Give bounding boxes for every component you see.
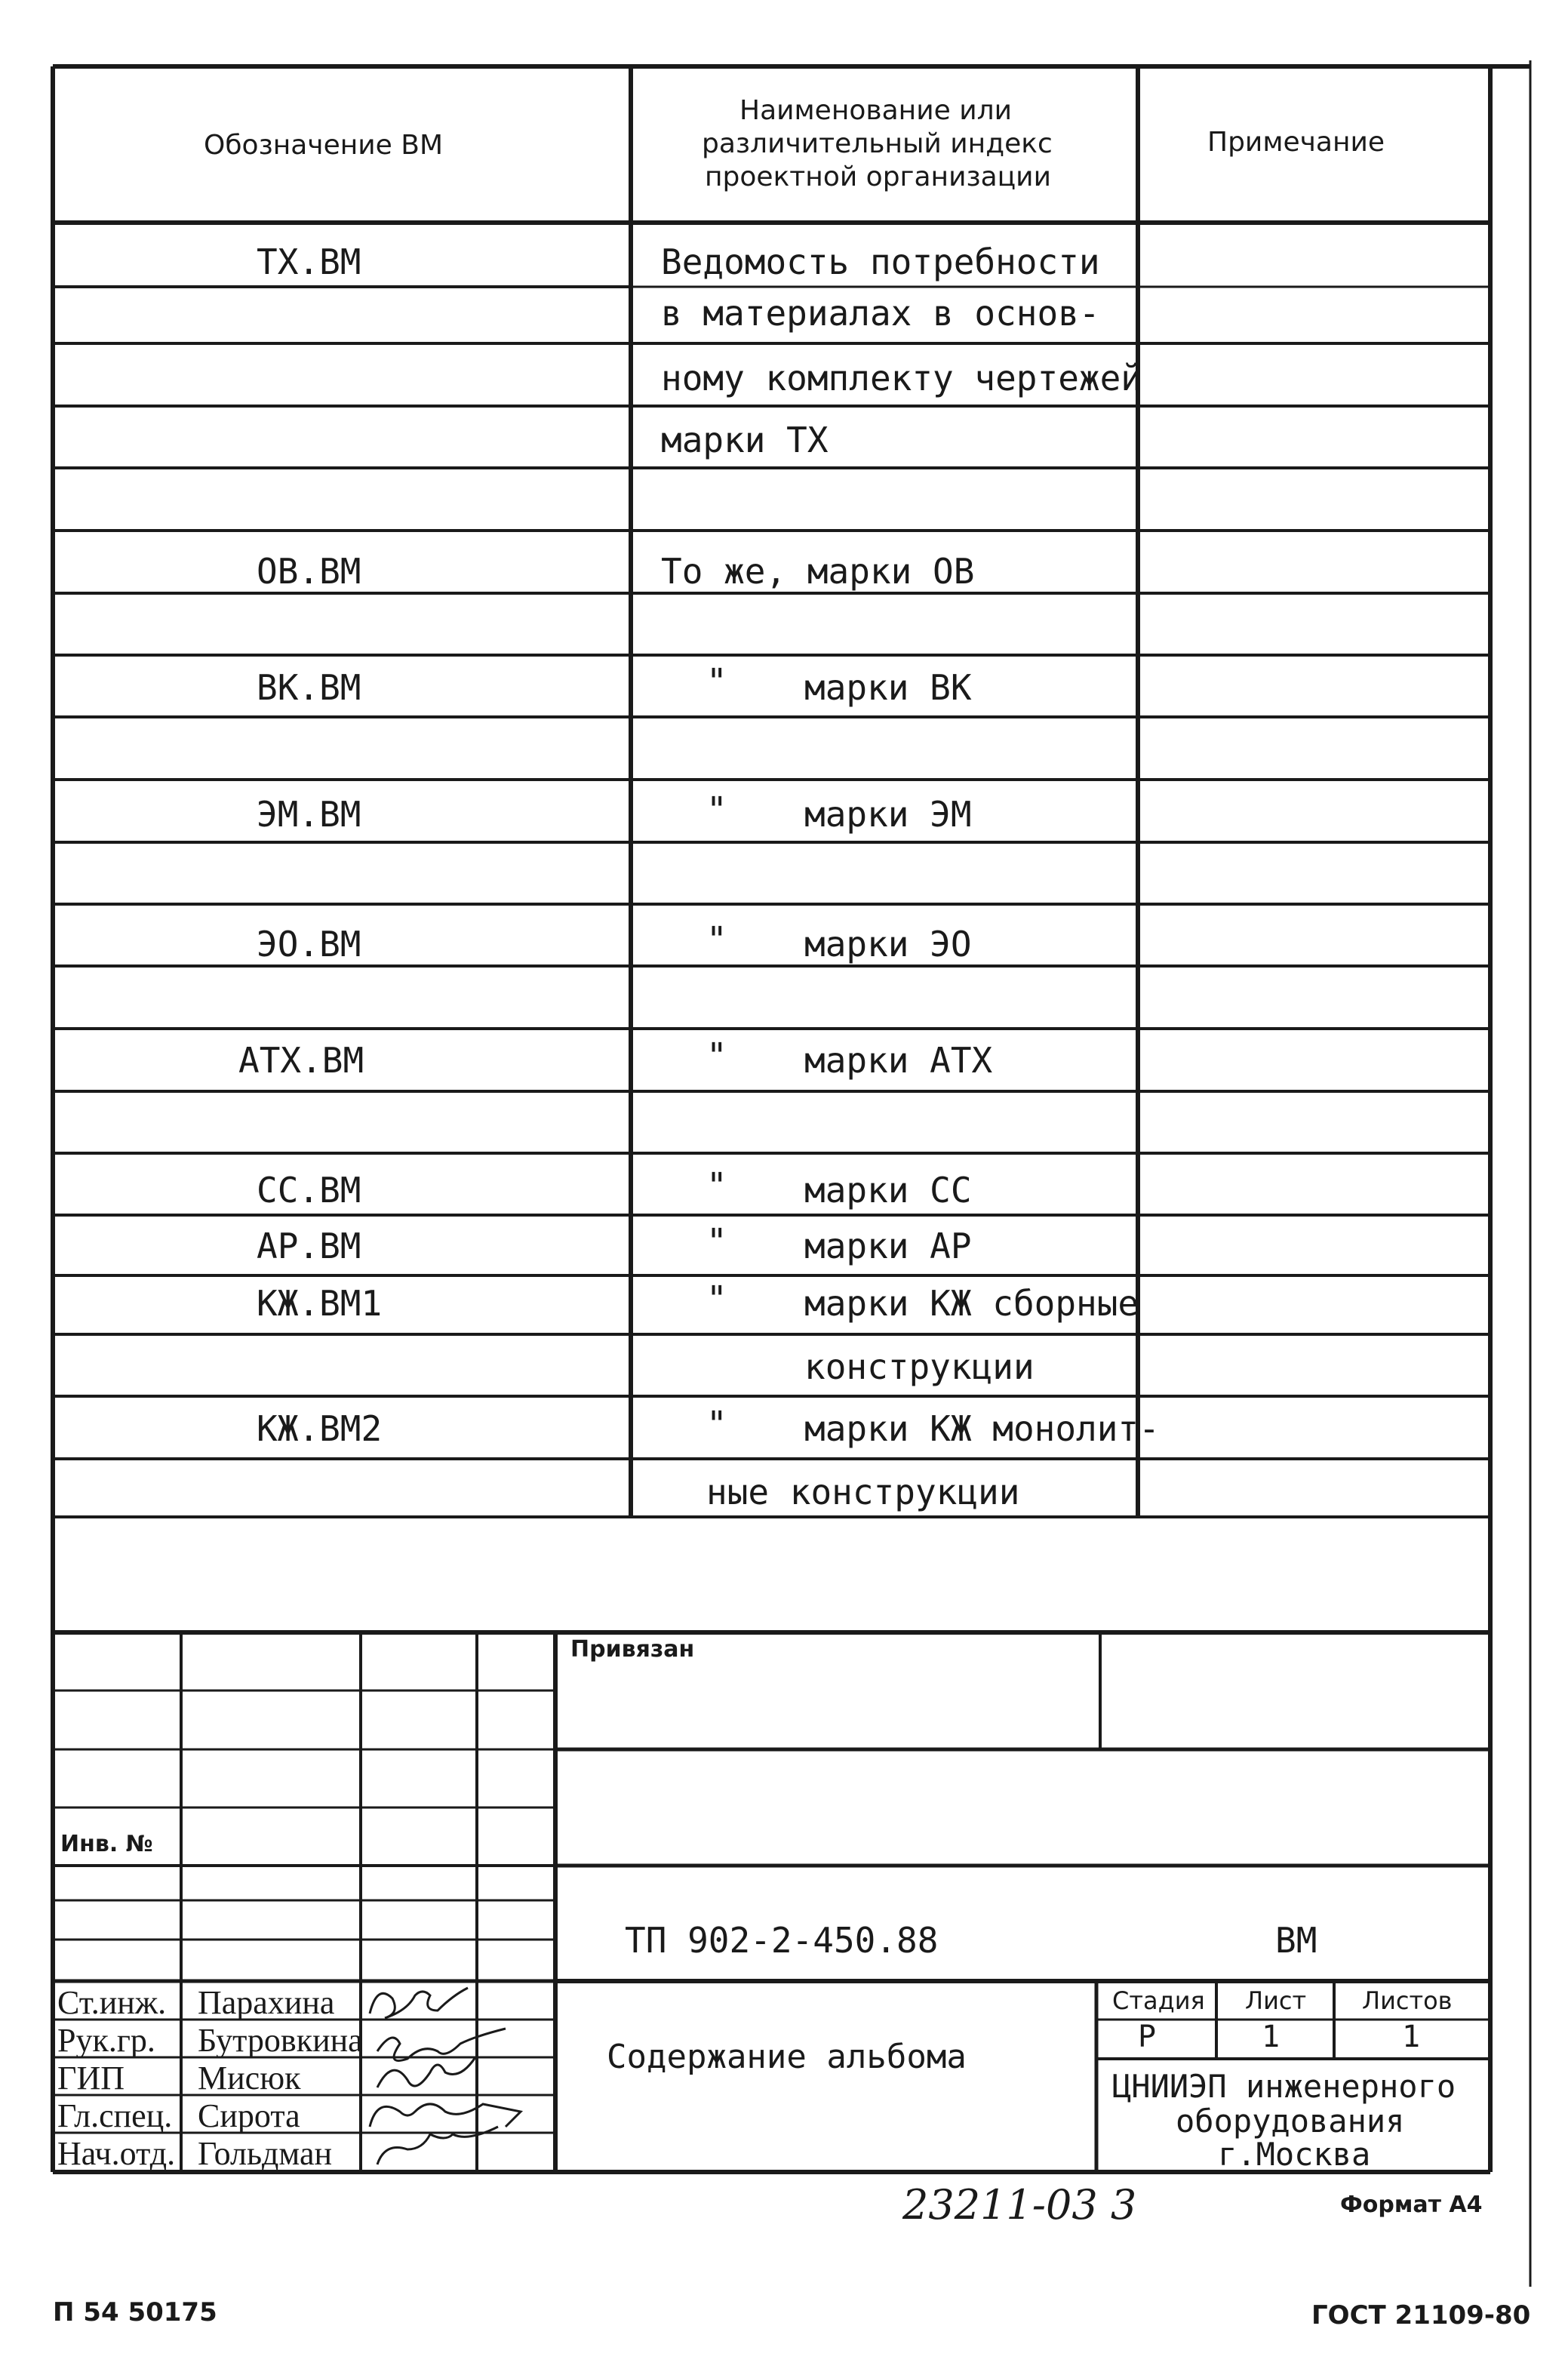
stage-value: Р xyxy=(1138,2020,1157,2054)
row-name: марки КЖ монолит- xyxy=(804,1408,1160,1449)
ditto-mark: " xyxy=(706,1278,727,1319)
row-code: ЭМ.ВМ xyxy=(257,794,361,835)
handwritten-number: 23211-03 3 xyxy=(902,2181,1137,2229)
ditto-mark: " xyxy=(706,1035,727,1076)
row-name: марки АР xyxy=(804,1226,972,1266)
sheets-label: Листов xyxy=(1362,1986,1453,2015)
person-role: ГИП xyxy=(57,2060,125,2097)
row-code: АР.ВМ xyxy=(257,1226,361,1266)
row-code: КЖ.ВМ1 xyxy=(257,1283,383,1324)
org-line3: г.Москва xyxy=(1218,2136,1371,2173)
person-name: Гольдман xyxy=(198,2135,333,2172)
left-code: П 54 50175 xyxy=(53,2297,217,2327)
row-name: марки ТХ xyxy=(661,420,829,460)
row-code: ЭО.ВМ xyxy=(257,924,361,964)
sheet-label: Лист xyxy=(1245,1986,1307,2015)
row-code: ОВ.ВМ xyxy=(257,551,361,592)
ditto-mark: " xyxy=(706,661,727,702)
person-role: Ст.инж. xyxy=(57,1984,167,2021)
gost-label: ГОСТ 21109-80 xyxy=(1311,2300,1531,2330)
format-label: Формат А4 xyxy=(1340,2192,1483,2218)
row-name: То же, марки ОВ xyxy=(661,551,975,592)
row-name: марки АТХ xyxy=(804,1040,993,1081)
row-code: ТХ.ВМ xyxy=(257,242,361,282)
signature-scribble xyxy=(377,2127,498,2164)
row-name: ному комплекту чертежей xyxy=(661,358,1142,398)
ditto-mark: " xyxy=(706,919,727,960)
row-name: в материалах в основ- xyxy=(661,293,1100,334)
person-role: Нач.отд. xyxy=(57,2135,176,2172)
signature-scribble xyxy=(370,1988,468,2018)
header-designation: Обозначение ВМ xyxy=(204,130,444,161)
person-role: Гл.спец. xyxy=(57,2097,173,2134)
inv-no-label: Инв. № xyxy=(60,1831,153,1857)
person-name: Сирота xyxy=(198,2097,300,2134)
signature-scribble xyxy=(377,2029,506,2061)
doc-mark: ВМ xyxy=(1275,1920,1317,1961)
row-name: марки СС xyxy=(804,1170,972,1211)
doc-title: Содержание альбома xyxy=(607,2038,967,2076)
person-role: Рук.гр. xyxy=(57,2022,155,2059)
person-name: Бутровкина xyxy=(198,2022,363,2059)
header-name-line2: различительный индекс xyxy=(702,128,1053,159)
sheet-value: 1 xyxy=(1262,2020,1281,2054)
person-name: Парахина xyxy=(198,1984,335,2021)
row-name: марки ЭО xyxy=(804,924,972,964)
row-code: АТХ.ВМ xyxy=(238,1040,364,1081)
sheets-value: 1 xyxy=(1402,2020,1421,2054)
ditto-mark: " xyxy=(706,1165,727,1206)
person-name: Мисюк xyxy=(198,2060,301,2097)
row-code: СС.ВМ xyxy=(257,1170,361,1211)
row-name: конструкции xyxy=(804,1346,1035,1387)
header-name-line1: Наименование или xyxy=(739,95,1013,126)
header-name-line3: проектной организации xyxy=(705,162,1051,192)
row-name: марки ВК xyxy=(804,667,972,708)
row-name: ные конструкции xyxy=(706,1472,1020,1512)
header-note: Примечание xyxy=(1207,127,1385,158)
stage-label: Стадия xyxy=(1112,1986,1205,2015)
signature-scribble xyxy=(377,2057,475,2087)
ditto-mark: " xyxy=(706,1404,727,1444)
row-name: марки КЖ сборные xyxy=(804,1283,1139,1324)
row-name: марки ЭМ xyxy=(804,794,972,835)
ditto-mark: " xyxy=(706,789,727,830)
row-code: КЖ.ВМ2 xyxy=(257,1408,383,1449)
row-name: Ведомость потребности xyxy=(661,242,1100,282)
org-line1: ЦНИИЭП инженерного xyxy=(1112,2068,1456,2105)
doc-code: ТП 902-2-450.88 xyxy=(625,1920,939,1961)
privyazan-label: Привязан xyxy=(570,1636,695,1663)
row-code: ВК.ВМ xyxy=(257,667,361,708)
signature-scribble xyxy=(370,2104,521,2127)
ditto-mark: " xyxy=(706,1221,727,1262)
org-line2: оборудования xyxy=(1176,2103,1405,2140)
